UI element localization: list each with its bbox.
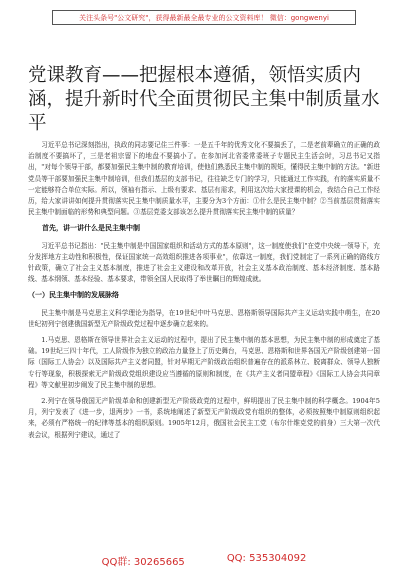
paragraph-intro: 习近平总书记深刻指出，执政的同志要记住三件事：一是五千年的优秀文化不要搞丢了，二是老前辈确立的正确的政治制度不要搞坏了，三是老祖宗留下的地盘不要搞小了。在参加河北省委常委班子专题民主生活会时，习总书记又指出，"对每个领导干部，都要加强民主集中制的教育培训，使他们熟悉民主集中制的规矩，懂得民主集中制的方法。"新进党员等干部要加强民主集中制培训，但我们基层的支部书记，往往缺乏专门的学习，只能通过工作实践，有的落实质量不一定能够符合单位实际。所以，领袖有指示、上级有要求、基层有需求，利用这次给大家授课的机会，我结合自己工作经历，给大家讲讲如何提升贯彻落实民主集中制质量水平，主要分为3个方面：①什么是民主集中制？②当前基层贯彻落实民主集中制面临的形势和典型问题。③基层党委支部该怎么提升贯彻落实民主集中制的质量？ [28, 141, 380, 217]
promo-banner [52, 10, 356, 25]
qq-group-text: QQ群: 30265665 [101, 557, 185, 568]
paragraph-definition: 习近平总书记指出："民主集中制是中国国家组织和活动方式的基本原则"，这一制度使我们"在党中央统一领导下，充分发挥地方主动性和积极性，保证国家统一高效组织推进各项事业"，依靠这一制度，我们党制定了一系列正确的路线方针政策，确立了社会主义基本制度，推进了社会主义建设和改革开放，社会主义基本政治制度、基本经济制度、基本路线、基本纲领、基本经验、基本要求，带领全国人民取得了举世瞩目的辉煌成就。 [28, 241, 380, 284]
paragraph-origin: 民主集中制是马克思主义科学理论为指导，在19世纪中叶马克思、恩格斯领导国际共产主义运动实践中萌生，在20世纪初列宁创建俄国新型无产阶级政党过程中逐步确立起来的。 [28, 308, 380, 328]
contact-footer [0, 553, 408, 569]
paragraph-point-1: 1.马克思、恩格斯在领导世界社会主义运动的过程中，提出了民主集中制的基本思想，为民主集中制的形成奠定了基础。19世纪三四十年代，工人阶级作为独立的政治力量登上了历史舞台，马克思、恩格斯和世界各国无产阶级创建第一国际（国际工人协会）以及国际共产主义者同盟，针对早期无产阶级政治组织普遍存在的派系林立、脱离群众、领导人独断专行等现象，积极探索无产阶级政党组织建设应当遵循的原则和制度，在《共产主义者同盟章程》《国际工人协会共同章程》等文献里初步阐发了民主集中制的思想。 [28, 336, 380, 389]
section-heading: 首先，讲一讲什么是民主集中制 [42, 224, 140, 233]
document-title: 党课教育——把握根本遵循，领悟实质内涵，提升新时代全面贯彻民主集中制质量水平 [28, 65, 380, 134]
document-body [28, 140, 380, 446]
paragraph-point-2: 2.列宁在领导俄国无产阶级革命和创建新型无产阶级政党的过程中，鲜明提出了民主集中制的科学概念。1904年5月，列宁发表了《进一步，退两步》一书，系统地阐述了新型无产阶级政党有组织的整体，必须按照集中制原则组织起来，必须有严格统一的纪律等基本的组织原则。1905年12月，俄国社会民主工党（布尔什维克党的前身）三大第一次代表会议，根据列宁建议，通过了 [28, 397, 380, 439]
promo-banner-text: 关注头条号"公文研究"，获得最新最全最专业的公文资料库！ 微信：gongwenyi [79, 13, 329, 22]
subsection-heading: （一）民主集中制的发展脉络 [28, 291, 119, 300]
qq-contact-text: QQ: 535304092 [226, 553, 307, 564]
